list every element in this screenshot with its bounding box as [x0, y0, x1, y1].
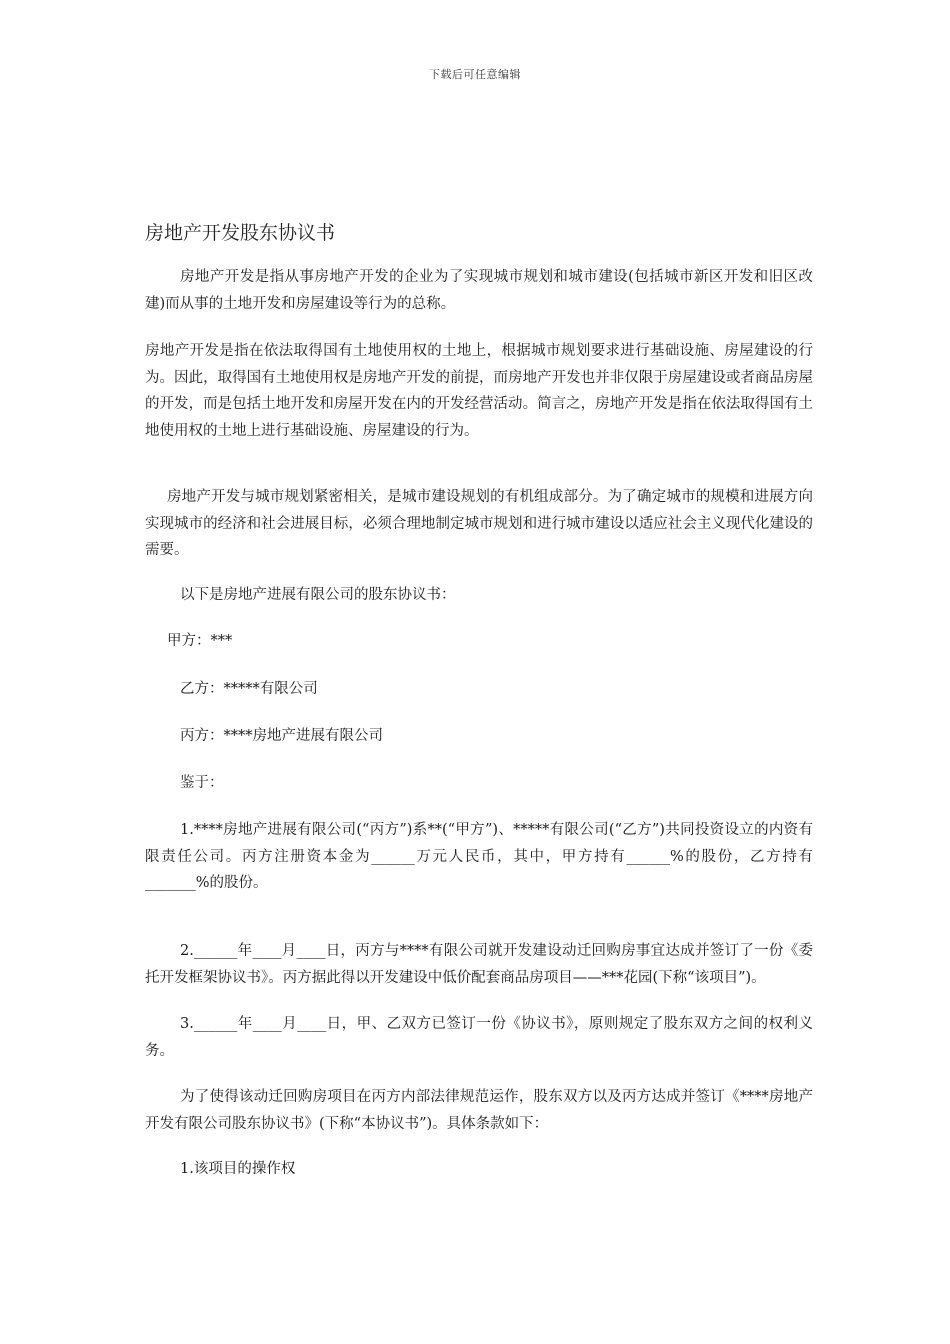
page-header-note: 下载后可任意编辑 — [429, 68, 521, 81]
paragraph-definition: 房地产开发是指从事房地产开发的企业为了实现城市规划和城市建设(包括城市新区开发和旧区改建)而从事的土地开发和房屋建设等行为的总称。 — [145, 269, 813, 312]
party-a: 甲方：*** — [167, 633, 233, 649]
whereas-clause-2: 2.______年____月____日，丙方与****有限公司就开发建设动迁回购房事宜达成并签订了一份《委托开发框架协议书》。丙方据此得以开发建设中低价配套商品房项目——***花园(下称“该项目”)。 — [145, 943, 813, 986]
party-b: 乙方：*****有限公司 — [180, 681, 318, 697]
whereas-heading: 鉴于： — [180, 775, 224, 791]
paragraph-intro: 以下是房地产进展有限公司的股东协议书： — [180, 587, 456, 603]
party-c: 丙方：****房地产进展有限公司 — [180, 728, 383, 744]
paragraph-land-use: 房地产开发是指在依法取得国有土地使用权的土地上，根据城市规划要求进行基础设施、房屋建设的行为。因此，取得国有土地使用权是房地产开发的前提，而房地产开发也并非仅限于房屋建设或者商品房屋的开发，而是包括土地开发和房屋开发在内的开发经营活动。简言之，房地产开发是指在依法取得国有土地使用权的土地上进行基础设施、房屋建设的行为。 — [145, 343, 813, 439]
section-heading-1: 1.该项目的操作权 — [180, 1161, 296, 1177]
paragraph-purpose: 为了使得该动迁回购房项目在丙方内部法律规范运作，股东双方以及丙方达成并签订《****房地产开发有限公司股东协议书》(下称“本协议书”)。具体条款如下： — [145, 1089, 813, 1132]
paragraph-city-planning: 房地产开发与城市规划紧密相关，是城市建设规划的有机组成部分。为了确定城市的规模和进展方向实现城市的经济和社会进展目标，必须合理地制定城市规划和进行城市建设以适应社会主义现代化建设的需要。 — [145, 489, 813, 558]
document-title: 房地产开发股东协议书 — [145, 222, 336, 244]
whereas-clause-1: 1.****房地产进展有限公司(“丙方”)系**(“甲方”)、*****有限公司(“乙方”)共同投资设立的内资有限责任公司。丙方注册资本金为______万元人民币，其中，甲方持有______%的股份，乙方持有_______%的股份。 — [145, 822, 813, 891]
whereas-clause-3: 3.______年____月____日，甲、乙双方已签订一份《协议书》，原则规定了股东双方之间的权利义务。 — [145, 1016, 813, 1059]
